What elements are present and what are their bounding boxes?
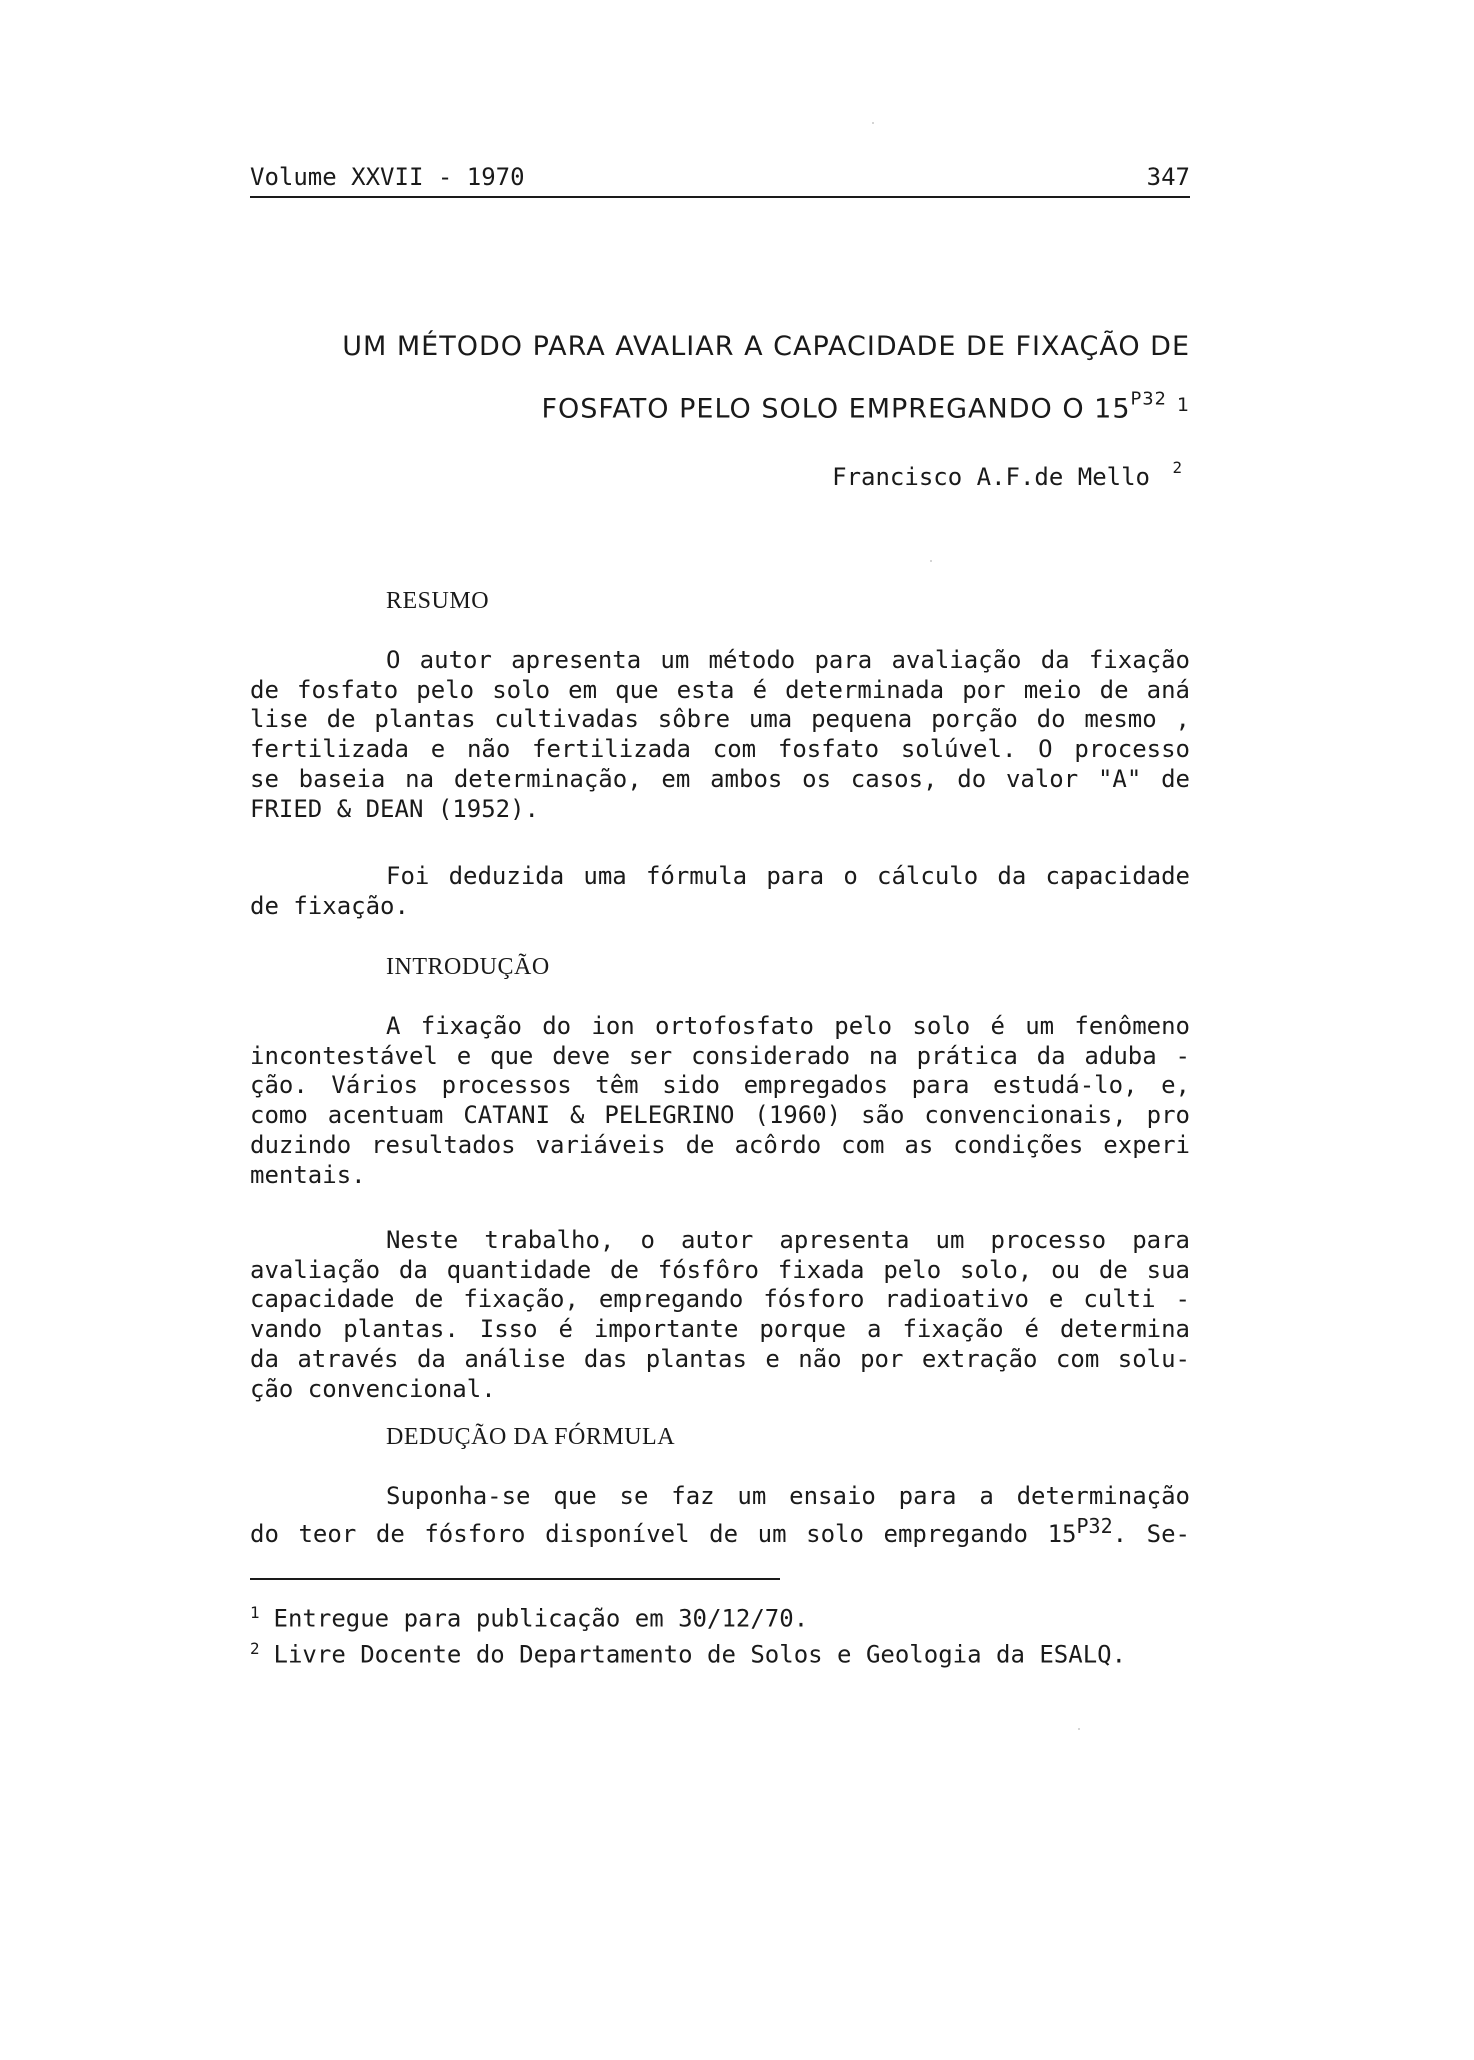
title-line-2-text: FOSFATO PELO SOLO EMPREGANDO O 15 [541,393,1131,425]
text-line: Neste trabalho, o autor apresenta um processo para [386,1226,1190,1254]
text-line-with-isotope [250,1512,1190,1550]
text-line: capacidade de fixação, empregando fósforo radioativo e culti - [250,1285,1190,1314]
text-line: avaliação da quantidade de fósfôro fixada pelo solo, ou de sua [250,1255,1190,1284]
introducao-paragraph-1 [250,1012,1190,1190]
author-footnote-ref: 2 [1172,458,1182,478]
title-line-1: UM MÉTODO PARA AVALIAR A CAPACIDADE DE FIXAÇÃO DE [342,331,1190,362]
resumo-heading: RESUMO [386,588,490,614]
resumo-paragraph-1 [250,646,1190,824]
deducao-line-2-tail: . Se- [1112,1519,1190,1548]
text-line: fertilizada e não fertilizada com fosfato solúvel. O processo [250,735,1190,764]
text-line: O autor apresenta um método para avaliação da fixação [386,646,1190,674]
scan-speck [930,560,932,562]
text-line: Suponha-se que se faz um ensaio para a determinação [386,1482,1190,1510]
deducao-isotope-superscript: P32 [1076,1513,1113,1538]
volume-label: Volume XXVII - 1970 [250,163,525,191]
text-line: ção. Vários processos têm sido empregados para estudá-lo, e, [250,1071,1190,1100]
footnote-2 [250,1634,1190,1670]
text-line: vando plantas. Isso é importante porque a fixação é determina [250,1315,1190,1344]
text-line: incontestável e que deve ser considerado na prática da aduba - [250,1041,1190,1070]
introducao-paragraph-2 [250,1226,1190,1404]
title-isotope-superscript: P32 [1130,388,1167,410]
text-line: como acentuam CATANI & PELEGRINO (1960) são convencionais, pro [250,1101,1190,1130]
text-line: ção convencional. [250,1374,496,1403]
page-number: 347 [1146,163,1190,191]
text-line: Foi deduzida uma fórmula para o cálculo da capacidade [386,862,1190,890]
paper-title [250,318,1190,439]
footnote-1 [250,1598,1190,1634]
footnote-separator [250,1578,780,1580]
introducao-heading: INTRODUÇÃO [386,954,550,980]
author-line [250,458,1182,492]
scan-speck [872,122,874,124]
title-line-2 [250,376,1190,439]
deducao-heading: DEDUÇÃO DA FÓRMULA [386,1424,676,1450]
footnote-text: Livre Docente do Departamento de Solos e Geologia da ESALQ. [273,1640,1127,1669]
deducao-line-2-text: do teor de fósforo disponível de um solo empregando 15 [250,1519,1077,1548]
text-line: duzindo resultados variáveis de acôrdo com as condições experi [250,1130,1190,1159]
running-header [250,162,1190,198]
title-footnote-ref: 1 [1176,394,1190,416]
scan-speck [1078,1728,1080,1730]
text-line: A fixação do ion ortofosfato pelo solo é um fenômeno [386,1012,1190,1040]
text-line: se baseia na determinação, em ambos os casos, do valor "A" de [250,764,1190,793]
deducao-paragraph-1 [250,1482,1190,1549]
author-name: Francisco A.F.de Mello [832,463,1151,491]
text-line: lise de plantas cultivadas sôbre uma pequena porção do mesmo , [250,705,1190,734]
text-line: de fixação. [250,891,409,920]
footnote-text: Entregue para publicação em 30/12/70. [273,1604,809,1633]
footnote-number: 1 [250,1603,260,1622]
footnotes [250,1598,1190,1669]
text-line: mentais. [250,1160,366,1189]
text-line: da através da análise das plantas e não por extração com solu- [250,1344,1190,1373]
text-line: de fosfato pelo solo em que esta é determinada por meio de aná [250,675,1190,704]
resumo-paragraph-2 [250,862,1190,921]
footnote-number: 2 [250,1638,260,1658]
text-line: FRIED & DEAN (1952). [250,794,539,823]
